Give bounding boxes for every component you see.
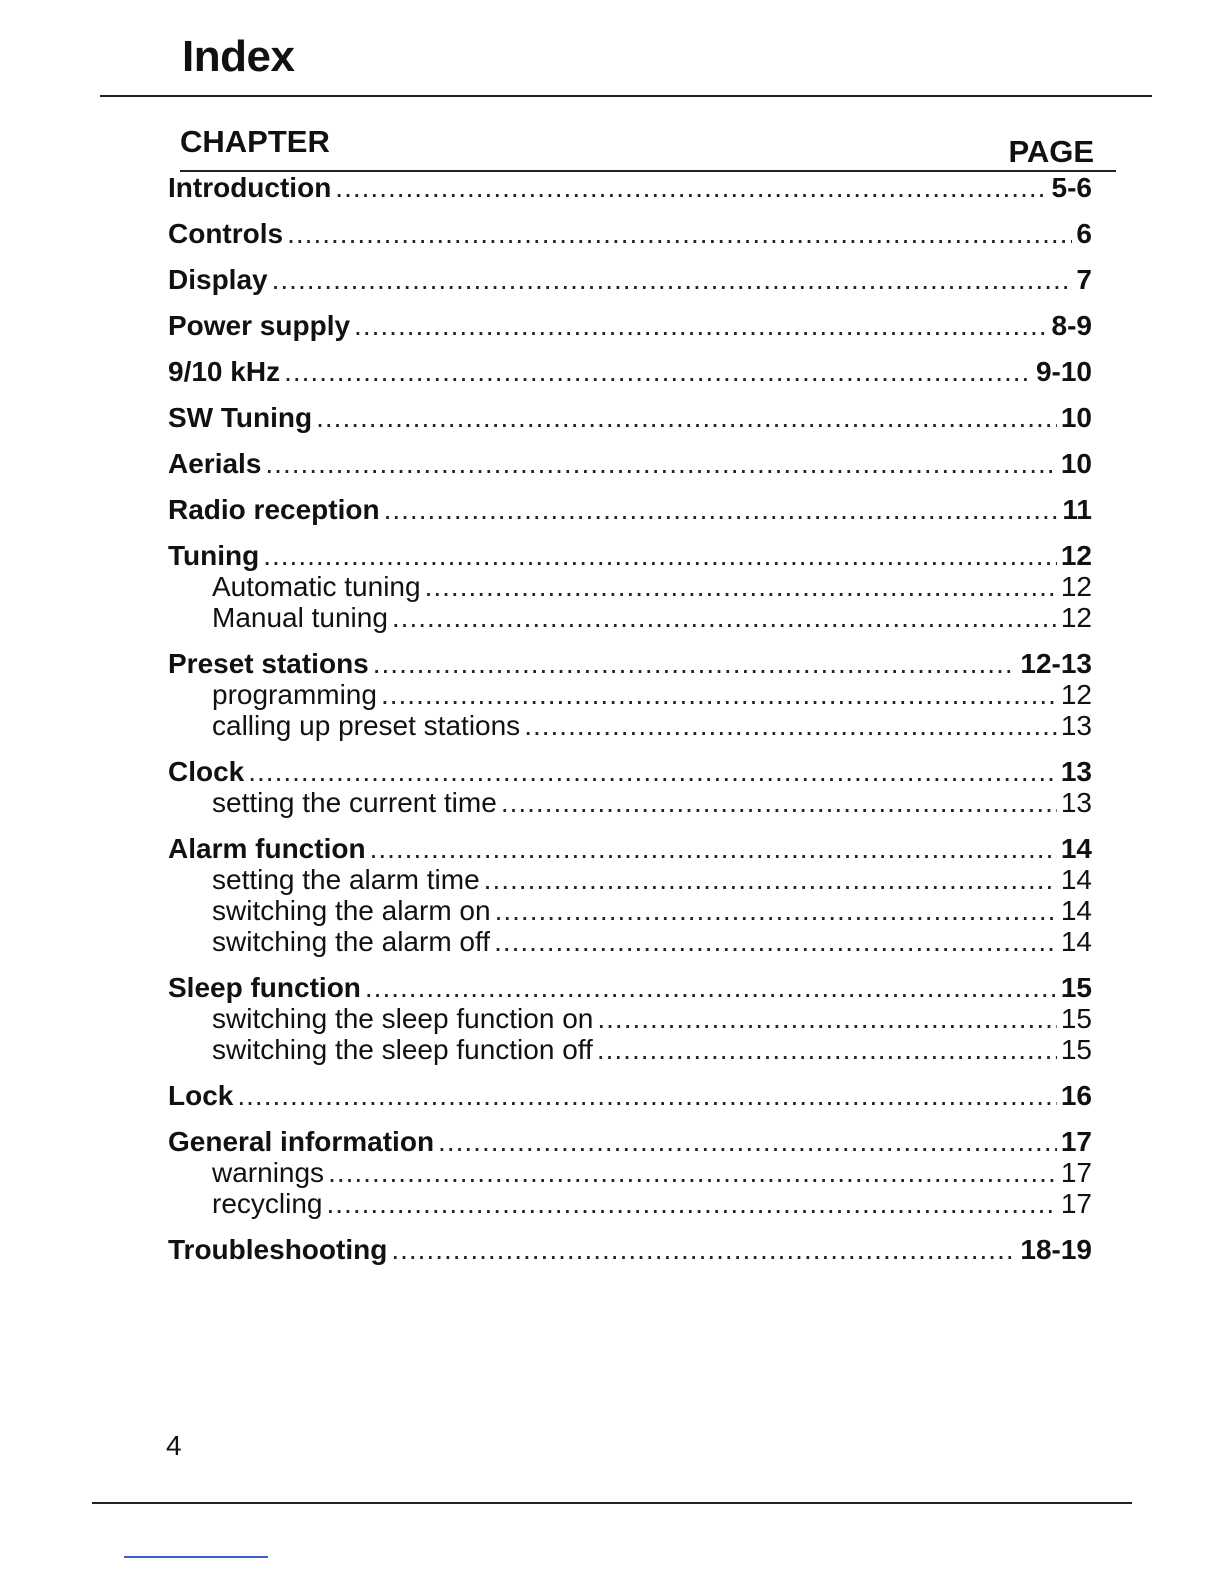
scan-mark <box>124 1556 268 1558</box>
toc-subentry <box>168 787 1092 818</box>
dot-leader <box>524 710 1057 741</box>
entry-label: Troubleshooting <box>168 1234 388 1265</box>
toc-subentry <box>168 1034 1092 1065</box>
toc-chapter-entry <box>168 833 1092 864</box>
entry-page: 10 <box>1060 448 1092 479</box>
entry-page: 12 <box>1060 679 1092 710</box>
toc-subentry <box>168 864 1092 895</box>
entry-page: 18-19 <box>1020 1234 1092 1265</box>
entry-page: 16 <box>1060 1080 1092 1111</box>
toc-subentry <box>168 926 1092 957</box>
dot-leader <box>381 679 1057 710</box>
dot-leader <box>265 448 1056 479</box>
dot-leader <box>326 1188 1056 1219</box>
dot-leader <box>384 494 1059 525</box>
entry-label: Introduction <box>168 172 332 203</box>
dot-leader <box>370 833 1057 864</box>
dot-leader <box>365 972 1057 1003</box>
entry-page: 9-10 <box>1035 356 1092 387</box>
dot-leader <box>354 310 1047 341</box>
entry-label: General information <box>168 1126 435 1157</box>
entry-label: setting the current time <box>212 787 497 818</box>
entry-page: 17 <box>1060 1157 1092 1188</box>
toc-subentry <box>168 571 1092 602</box>
dot-leader <box>392 602 1057 633</box>
entry-label: switching the sleep function on <box>212 1003 594 1034</box>
entry-label: Lock <box>168 1080 234 1111</box>
entry-page: 15 <box>1060 972 1092 1003</box>
dot-leader <box>263 540 1057 571</box>
toc-chapter-entry <box>168 310 1092 341</box>
toc-chapter-entry <box>168 172 1092 203</box>
entry-label: Controls <box>168 218 284 249</box>
entry-page: 14 <box>1060 864 1092 895</box>
entry-label: switching the sleep function off <box>212 1034 593 1065</box>
entry-page: 7 <box>1076 264 1092 295</box>
toc-chapter-entry <box>168 218 1092 249</box>
toc-chapter-entry <box>168 648 1092 679</box>
toc-subentry <box>168 895 1092 926</box>
dot-leader <box>237 1080 1056 1111</box>
toc-subentry <box>168 1003 1092 1034</box>
entry-label: Power supply <box>168 310 351 341</box>
toc-chapter-entry <box>168 264 1092 295</box>
entry-page: 15 <box>1060 1003 1092 1034</box>
entry-label: Display <box>168 264 268 295</box>
page-column-label: PAGE <box>1008 134 1094 169</box>
chapter-column-label: CHAPTER <box>180 124 330 159</box>
entry-page: 6 <box>1076 218 1092 249</box>
toc-subentry <box>168 1188 1092 1219</box>
entry-label: SW Tuning <box>168 402 313 433</box>
dot-leader <box>272 264 1073 295</box>
entry-label: switching the alarm on <box>212 895 491 926</box>
dot-leader <box>495 895 1057 926</box>
dot-leader <box>484 864 1057 895</box>
dot-leader <box>328 1157 1057 1188</box>
dot-leader <box>597 1003 1056 1034</box>
entry-label: warnings <box>212 1157 325 1188</box>
dot-leader <box>494 926 1057 957</box>
entry-label: Clock <box>168 756 245 787</box>
entry-label: switching the alarm off <box>212 926 491 957</box>
entry-page: 12 <box>1060 571 1092 602</box>
entry-label: Alarm function <box>168 833 366 864</box>
entry-page: 15 <box>1060 1034 1092 1065</box>
entry-label: calling up preset stations <box>212 710 521 741</box>
column-header <box>180 124 1116 172</box>
entry-page: 12-13 <box>1020 648 1092 679</box>
entry-page: 14 <box>1060 895 1092 926</box>
page-number: 4 <box>166 1430 182 1461</box>
toc-chapter-entry <box>168 1080 1092 1111</box>
toc-chapter-entry <box>168 756 1092 787</box>
entry-label: setting the alarm time <box>212 864 480 895</box>
entry-label: programming <box>212 679 377 710</box>
entry-page: 14 <box>1060 926 1092 957</box>
title-divider <box>100 95 1152 97</box>
dot-leader <box>248 756 1057 787</box>
entry-label: Sleep function <box>168 972 361 1003</box>
entry-page: 8-9 <box>1051 310 1092 341</box>
entry-label: Radio reception <box>168 494 380 525</box>
toc-chapter-entry <box>168 448 1092 479</box>
entry-label: Tuning <box>168 540 260 571</box>
dot-leader <box>597 1034 1057 1065</box>
toc-chapter-entry <box>168 540 1092 571</box>
entry-page: 5-6 <box>1051 172 1092 203</box>
dot-leader <box>438 1126 1057 1157</box>
entry-page: 14 <box>1060 833 1092 864</box>
dot-leader <box>284 356 1032 387</box>
toc-subentry <box>168 602 1092 633</box>
dot-leader <box>425 571 1057 602</box>
entry-page: 13 <box>1060 710 1092 741</box>
dot-leader <box>391 1234 1016 1265</box>
toc-subentry <box>168 679 1092 710</box>
entry-page: 12 <box>1060 602 1092 633</box>
toc-subentry <box>168 1157 1092 1188</box>
toc-subentry <box>168 710 1092 741</box>
page-title: Index <box>182 32 295 81</box>
dot-leader <box>287 218 1072 249</box>
toc-chapter-entry <box>168 1234 1092 1265</box>
entry-page: 10 <box>1060 402 1092 433</box>
entry-label: Aerials <box>168 448 262 479</box>
toc-chapter-entry <box>168 402 1092 433</box>
entry-page: 13 <box>1060 756 1092 787</box>
toc-chapter-entry <box>168 494 1092 525</box>
dot-leader <box>316 402 1057 433</box>
entry-page: 17 <box>1060 1126 1092 1157</box>
toc-chapter-entry <box>168 356 1092 387</box>
entry-label: 9/10 kHz <box>168 356 281 387</box>
dot-leader <box>335 172 1047 203</box>
toc-chapter-entry <box>168 972 1092 1003</box>
entry-page: 12 <box>1060 540 1092 571</box>
entry-label: recycling <box>212 1188 323 1219</box>
footer-divider <box>92 1502 1132 1504</box>
entry-page: 11 <box>1062 494 1092 525</box>
entry-label: Automatic tuning <box>212 571 421 602</box>
entry-page: 17 <box>1060 1188 1092 1219</box>
toc-chapter-entry <box>168 1126 1092 1157</box>
entry-label: Manual tuning <box>212 602 388 633</box>
dot-leader <box>373 648 1017 679</box>
dot-leader <box>501 787 1057 818</box>
table-of-contents <box>168 172 1092 1265</box>
entry-page: 13 <box>1060 787 1092 818</box>
entry-label: Preset stations <box>168 648 369 679</box>
